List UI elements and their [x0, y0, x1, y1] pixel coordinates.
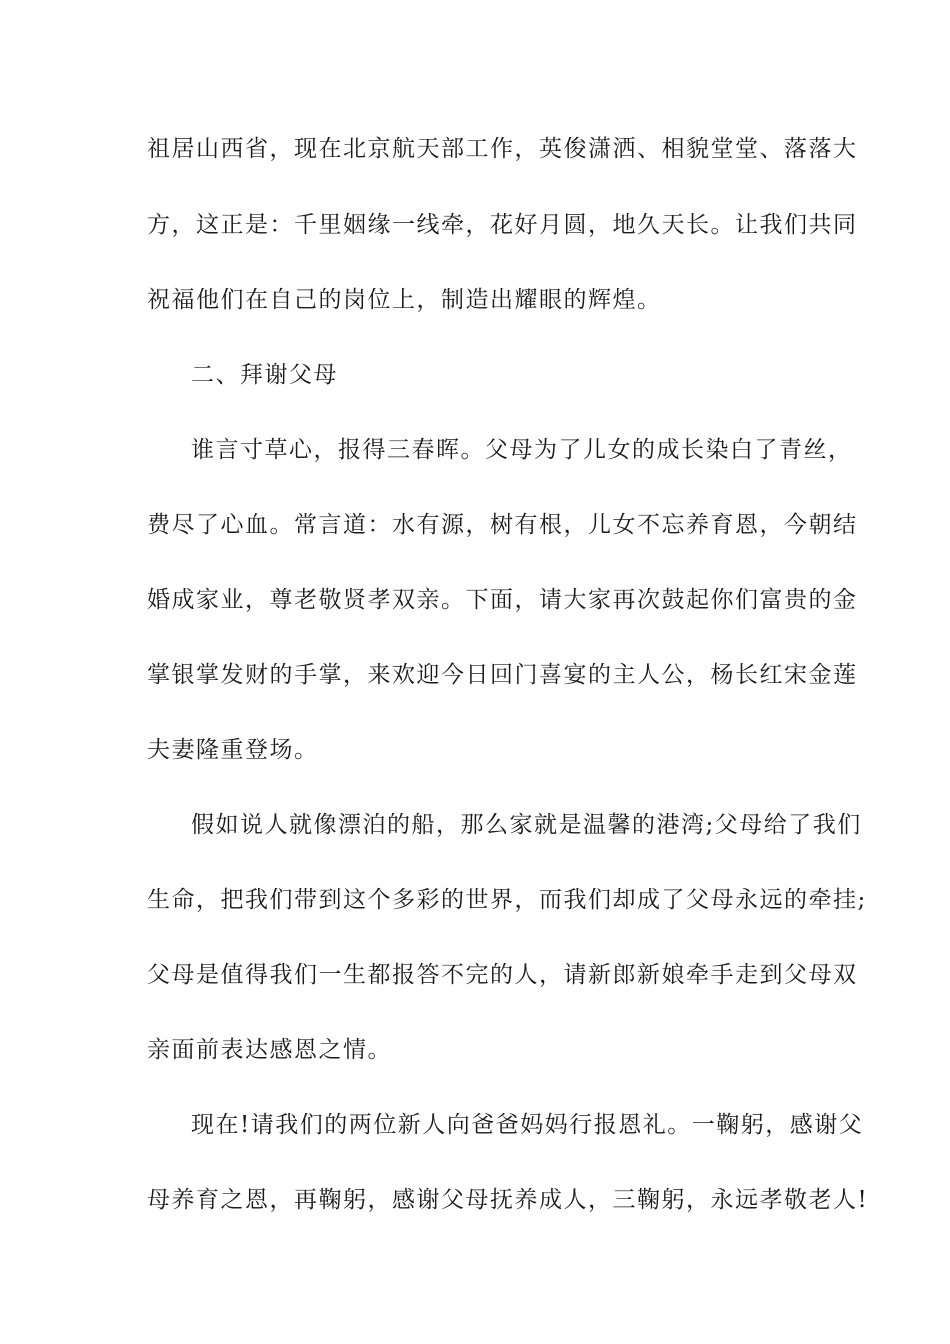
text-line: 方，这正是：千里姻缘一线牵，花好月圆，地久天长。让我们共同	[147, 212, 858, 238]
section-heading: 二、拜谢父母	[191, 362, 338, 388]
text-line: 父母是值得我们一生都报答不完的人，请新郎新娘牵手走到父母双	[147, 962, 858, 988]
text-line: 婚成家业，尊老敬贤孝双亲。下面，请大家再次鼓起你们富贵的金	[147, 587, 858, 613]
text-line: 生命，把我们带到这个多彩的世界，而我们却成了父母永远的牵挂;	[147, 887, 867, 913]
text-line: 费尽了心血。常言道：水有源，树有根，儿女不忘养育恩，今朝结	[147, 512, 858, 538]
text-line: 现在!请我们的两位新人向爸爸妈妈行报恩礼。一鞠躬，感谢父	[191, 1112, 864, 1138]
text-line: 祖居山西省，现在北京航天部工作，英俊潇洒、相貌堂堂、落落大	[147, 136, 858, 162]
text-line: 谁言寸草心，报得三春晖。父母为了儿女的成长染白了青丝，	[191, 437, 853, 463]
text-line: 掌银掌发财的手掌，来欢迎今日回门喜宴的主人公，杨长红宋金莲	[147, 662, 858, 688]
text-line: 假如说人就像漂泊的船，那么家就是温馨的港湾;父母给了我们	[191, 812, 862, 838]
text-line: 母养育之恩，再鞠躬，感谢父母抚养成人，三鞠躬，永远孝敬老人!	[147, 1187, 869, 1213]
text-line: 亲面前表达感恩之情。	[147, 1037, 392, 1063]
text-line: 夫妻隆重登场。	[147, 737, 319, 763]
text-line: 祝福他们在自己的岗位上，制造出耀眼的辉煌。	[147, 287, 662, 313]
